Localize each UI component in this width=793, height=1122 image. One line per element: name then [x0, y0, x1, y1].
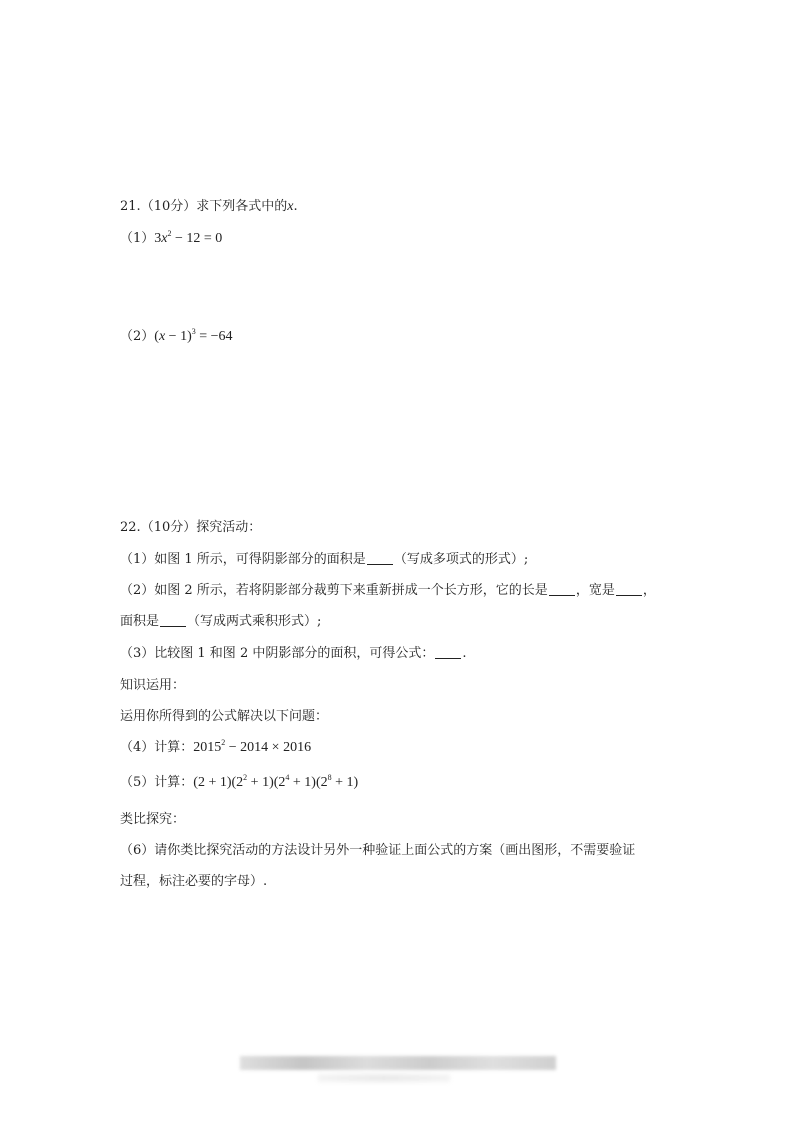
q21-part1-rest: − 12 = 0 — [171, 231, 223, 246]
q21-part2-equation — [154, 329, 232, 344]
section-knowledge — [120, 677, 185, 695]
q22-part6 — [120, 842, 635, 860]
q22-part4-expression — [193, 740, 311, 755]
answer-blank — [367, 552, 393, 565]
q21-part2-inner: − 1) — [165, 329, 192, 344]
q22-header — [120, 519, 261, 537]
blurred-footer-watermark — [240, 1056, 556, 1070]
q21-part1-equation — [154, 231, 222, 246]
q22-number: 22. — [120, 520, 141, 535]
q22-part2-cont — [120, 613, 321, 631]
answer-blank — [160, 614, 186, 627]
q22-part2-suffix: （写成两式乘积形式）; — [187, 614, 322, 629]
q22-part2-width-label: ，宽是 — [575, 583, 615, 598]
q22-part4 — [120, 739, 311, 757]
q22-part2-area-label: 面积是 — [120, 614, 160, 629]
q21-part1-coef: 3 — [154, 231, 162, 246]
q22-part4-label: （4）计算： — [120, 740, 194, 755]
q22-text: 探究活动： — [196, 520, 262, 535]
q21-part2-label: （2） — [120, 329, 155, 344]
q22-part1-text: （1）如图 1 所示，可得阴影部分的面积是 — [120, 552, 366, 567]
q22-part6-cont — [120, 873, 267, 891]
q21-part1-var: x — [161, 231, 168, 246]
knowledge-intro-text: 运用你所得到的公式解决以下问题： — [120, 709, 329, 724]
q22-part5-term1: (2 + 1)(2 — [193, 775, 244, 790]
q22-part5-term3: + 1)(2 — [289, 775, 328, 790]
answer-blank — [549, 583, 575, 596]
q22-part2-comma: ， — [642, 583, 656, 598]
q21-header — [120, 198, 298, 216]
section-analogy-title: 类比探究： — [120, 812, 186, 827]
section-analogy — [120, 811, 185, 829]
q22-part5-exp2: 4 — [285, 773, 290, 782]
q22-part6-text-cont: 过程，标注必要的字母）. — [120, 874, 268, 889]
q22-part1-suffix: （写成多项式的形式）; — [393, 552, 529, 567]
blurred-footer-subline — [318, 1074, 450, 1082]
q21-text: 求下列各式中的 — [196, 199, 288, 214]
q21-part1-label: （1） — [120, 231, 155, 246]
section-knowledge-title: 知识运用： — [120, 678, 186, 693]
answer-blank — [435, 646, 461, 659]
q21-part2-rest: = −64 — [195, 329, 233, 344]
q21-number: 21. — [120, 199, 141, 214]
q21-part1-exp: 2 — [167, 229, 172, 238]
q22-part5-term2: + 1)(2 — [247, 775, 286, 790]
q22-part4-base: 2015 — [193, 740, 222, 755]
q22-part5-expression — [193, 775, 358, 790]
q22-part5-term4: + 1) — [331, 775, 359, 790]
q22-part5-exp1: 2 — [243, 773, 248, 782]
q22-part5-exp3: 8 — [327, 773, 332, 782]
answer-blank — [616, 583, 642, 596]
q21-part2-var: x — [158, 329, 166, 344]
q22-part4-exp: 2 — [221, 738, 226, 747]
q21-part2 — [120, 328, 233, 346]
q21-points: （10分） — [140, 199, 197, 214]
q22-part5 — [120, 774, 358, 792]
q21-period: . — [293, 199, 298, 214]
q22-part3 — [120, 645, 466, 663]
q22-part2-text: （2）如图 2 所示，若将阴影部分裁剪下来重新拼成一个长方形，它的长是 — [120, 583, 548, 598]
q22-part3-text: （3）比较图 1 和图 2 中阴影部分的面积，可得公式： — [120, 646, 435, 661]
q21-part1 — [120, 230, 222, 248]
q22-points: （10分） — [140, 520, 197, 535]
q22-part5-label: （5）计算： — [120, 775, 194, 790]
q21-part2-exp: 3 — [191, 327, 196, 336]
q21-variable: x — [287, 199, 294, 214]
q22-part6-text: （6）请你类比探究活动的方法设计另外一种验证上面公式的方案（画出图形，不需要验证 — [120, 843, 636, 858]
q22-part3-period: . — [462, 646, 467, 661]
q22-part2 — [120, 582, 656, 600]
q21-part2-open: ( — [154, 329, 159, 344]
knowledge-intro — [120, 708, 328, 726]
q22-part4-rest: − 2014 × 2016 — [225, 740, 312, 755]
q22-part1 — [120, 551, 528, 569]
